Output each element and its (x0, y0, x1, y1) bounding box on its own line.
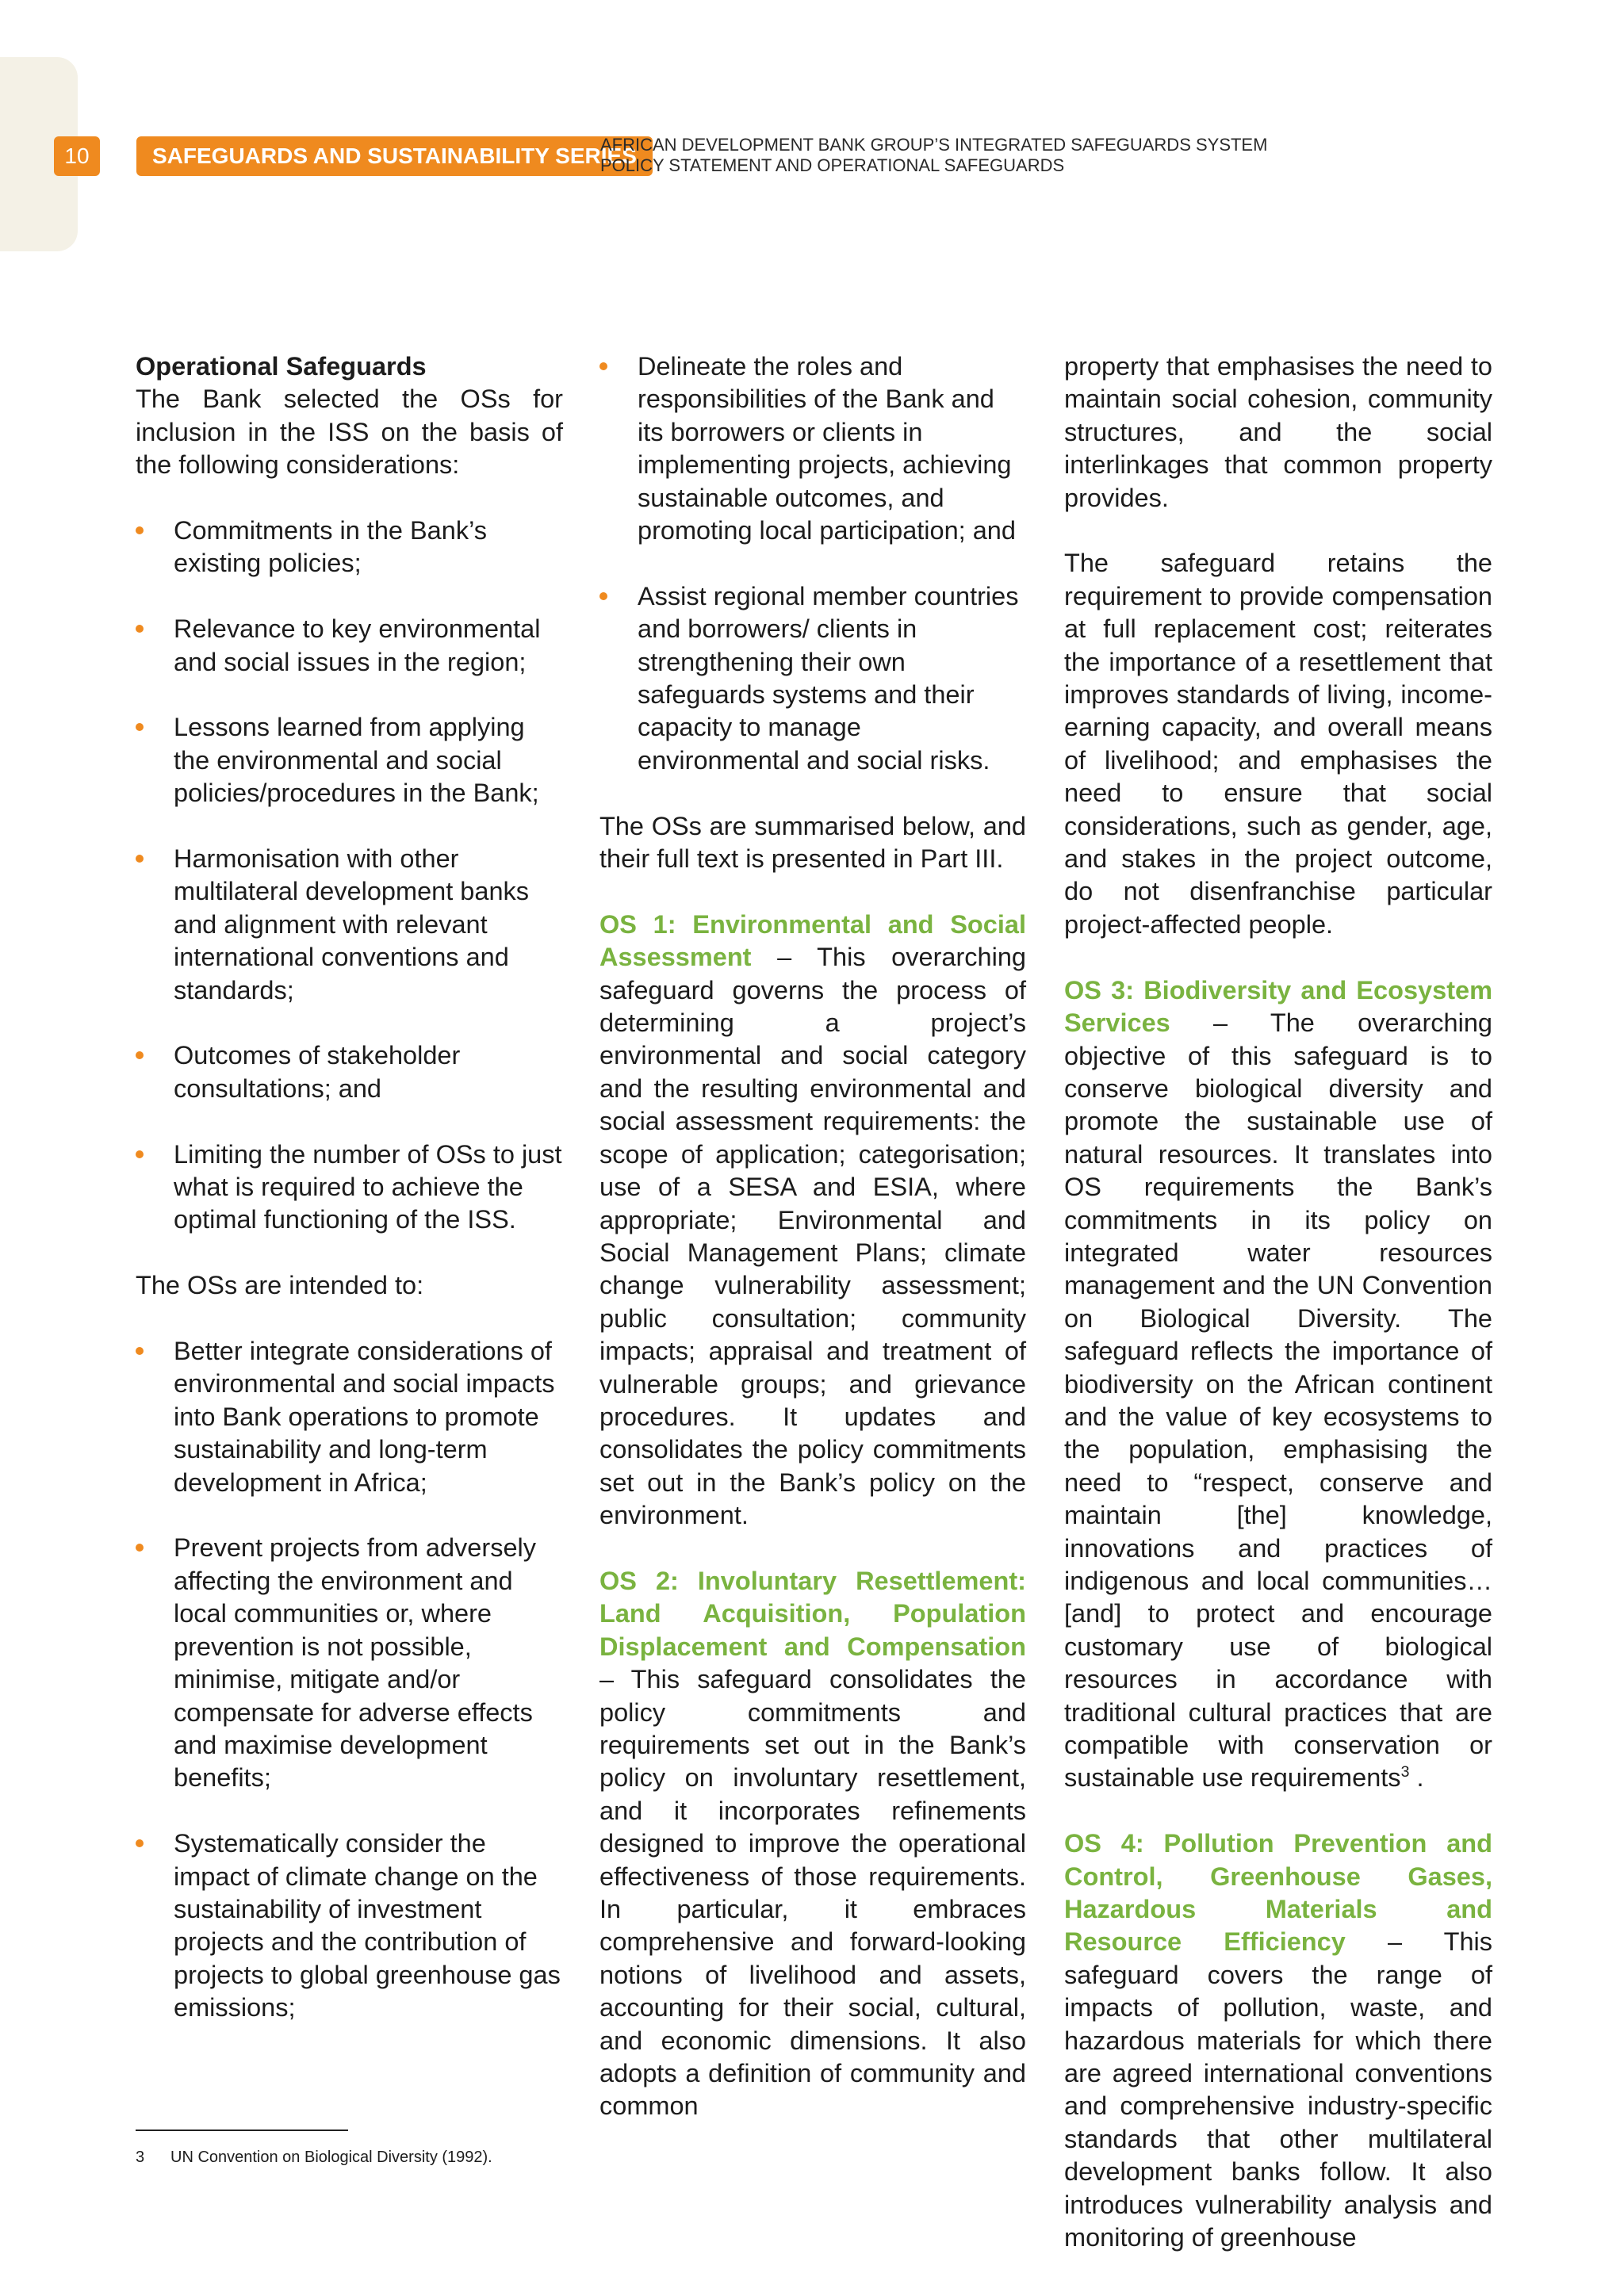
intro-paragraph: The Bank selected the OSs for inclusion in the ISS on the basis of the following considerations: (136, 385, 563, 480)
os3-end: . (1409, 1763, 1424, 1793)
os1-title: OS 1: Environmental and Social Assessment (599, 909, 1026, 972)
os3-paragraph (1064, 974, 1492, 1795)
list-item: Relevance to key environmental and social issues in the region; (136, 613, 563, 679)
series-title: SAFEGUARDS AND SUSTAINABILITY SERIES (136, 136, 653, 176)
footnote-divider (136, 2130, 348, 2131)
os2-text: – This safeguard consolidates the policy commitments and requirements set out in the Bank’s policy on involuntary resettlement, and it incorporates refinements designed to improve the operational effectiveness of those requirements. In particular, it embraces comprehensive and forward-looking notions of livelihood and assets, accounting for their social, cultural, and economic dimensions. It also adopts a definition of community and common (599, 1665, 1026, 2121)
list-item: Limiting the number of OSs to just what is required to achieve the optimal functioning of the ISS. (136, 1138, 563, 1237)
os4-text: – This safeguard covers the range of impacts of pollution, waste, and hazardous materials for which there are agreed international conventions and comprehensive industry-specific standards that other multilateral development banks follow. It also introduces vulnerability analysis and monitoring of greenhouse (1064, 1927, 1492, 2252)
page-number: 10 (54, 136, 100, 176)
column-3 (1064, 350, 1492, 2287)
os3-text: – The overarching objective of this safeguard is to conserve biological diversity and promote the sustainable use of natural resources. It translates into OS requirements the Bank’s commitments in its policy on integrated water resources management and the UN Convention on Biological Diversity. The safeguard reflects the importance of biodiversity on the African continent and the value of key ecosystems to the population, emphasising the need to “respect, conserve and maintain [the] knowledge, innovations and practices of indigenous and local communities… [and] to protect and encourage customary use of biological resources in accordance with traditional cultural practices that are compatible with conservation or sustainable use requirements (1064, 1008, 1492, 1793)
list-item: Prevent projects from adversely affecting the environment and local communities or, where prevention is not possible, minimise, mitigate and/or compensate for adverse effects and maximise development benefits; (136, 1532, 563, 1794)
os2-paragraph (599, 1565, 1026, 2123)
document-title-line-1: AFRICAN DEVELOPMENT BANK GROUP’S INTEGRATED SAFEGUARDS SYSTEM (600, 135, 1268, 155)
considerations-list (136, 515, 563, 1237)
os4-paragraph (1064, 1827, 1492, 2254)
intended-intro: The OSs are intended to: (136, 1271, 424, 1300)
list-item: Harmonisation with other multilateral development banks and alignment with relevant international conventions and standards; (136, 843, 563, 1007)
os2-continued-paragraph: property that emphasises the need to maintain social cohesion, community structures, and the social interlinkages that common property provides. (1064, 352, 1492, 512)
os1-text: – This overarching safeguard governs the process of determining a project’s environmental and social category and the resulting environmental and social assessment requirements: the scope of application; categorisation; use of a SESA and ESIA, where appropriate; Environmental and Social Management Plans; climate change vulnerability assessment; public consultation; community impacts; appraisal and treatment of vulnerable groups; and grievance procedures. It updates and consolidates the policy commitments set out in the Bank’s policy on the environment. (599, 943, 1026, 1530)
intended-list-continued (599, 350, 1026, 777)
os2-title: OS 2: Involuntary Resettlement: Land Acquisition, Population Displacement and Compensation (599, 1566, 1026, 1661)
intended-list (136, 1335, 563, 2025)
footnote-reference[interactable]: 3 (1400, 1763, 1410, 1781)
footnote-number: 3 (136, 2149, 145, 2166)
column-2 (599, 350, 1026, 2156)
footnote-text: UN Convention on Biological Diversity (1992). (170, 2149, 492, 2166)
column-1 (136, 350, 563, 2057)
os1-paragraph (599, 909, 1026, 1533)
footnote (136, 2147, 492, 2168)
os2-retains-paragraph: The safeguard retains the requirement to provide compensation at full replacement cost; reiterates the importance of a resettlement that improves standards of living, income-earning capacity, and overall means of livelihood; and emphasises the need to ensure that social considerations, such as gender, age, and stakes in the project outcome, do not disenfranchise particular project-affected people. (1064, 549, 1492, 939)
list-item: Outcomes of stakeholder consultations; and (136, 1039, 563, 1105)
list-item: Delineate the roles and responsibilities of the Bank and its borrowers or clients in implementing projects, achieving sustainable outcomes, and promoting local participation; and (599, 350, 1026, 547)
section-heading: Operational Safeguards (136, 352, 427, 381)
list-item: Systematically consider the impact of climate change on the sustainability of investment projects and the contribution of projects to global greenhouse gas emissions; (136, 1827, 563, 2024)
list-item: Commitments in the Bank’s existing policies; (136, 515, 563, 580)
document-title (600, 135, 1267, 176)
list-item: Assist regional member countries and borrowers/ clients in strengthening their own safeguards systems and their capacity to manage environmental and social risks. (599, 580, 1026, 777)
os3-title: OS 3: Biodiversity and Ecosystem Services (1064, 975, 1492, 1038)
os4-title: OS 4: Pollution Prevention and Control, Greenhouse Gases, Hazardous Materials and Resource Efficiency (1064, 1829, 1492, 1957)
list-item: Lessons learned from applying the environmental and social policies/procedures in the Bank; (136, 711, 563, 809)
list-item: Better integrate considerations of environmental and social impacts into Bank operations to promote sustainability and long-term development in Africa; (136, 1335, 563, 1499)
summary-paragraph: The OSs are summarised below, and their full text is presented in Part III. (599, 811, 1026, 874)
document-title-line-2: POLICY STATEMENT AND OPERATIONAL SAFEGUARDS (600, 155, 1065, 175)
